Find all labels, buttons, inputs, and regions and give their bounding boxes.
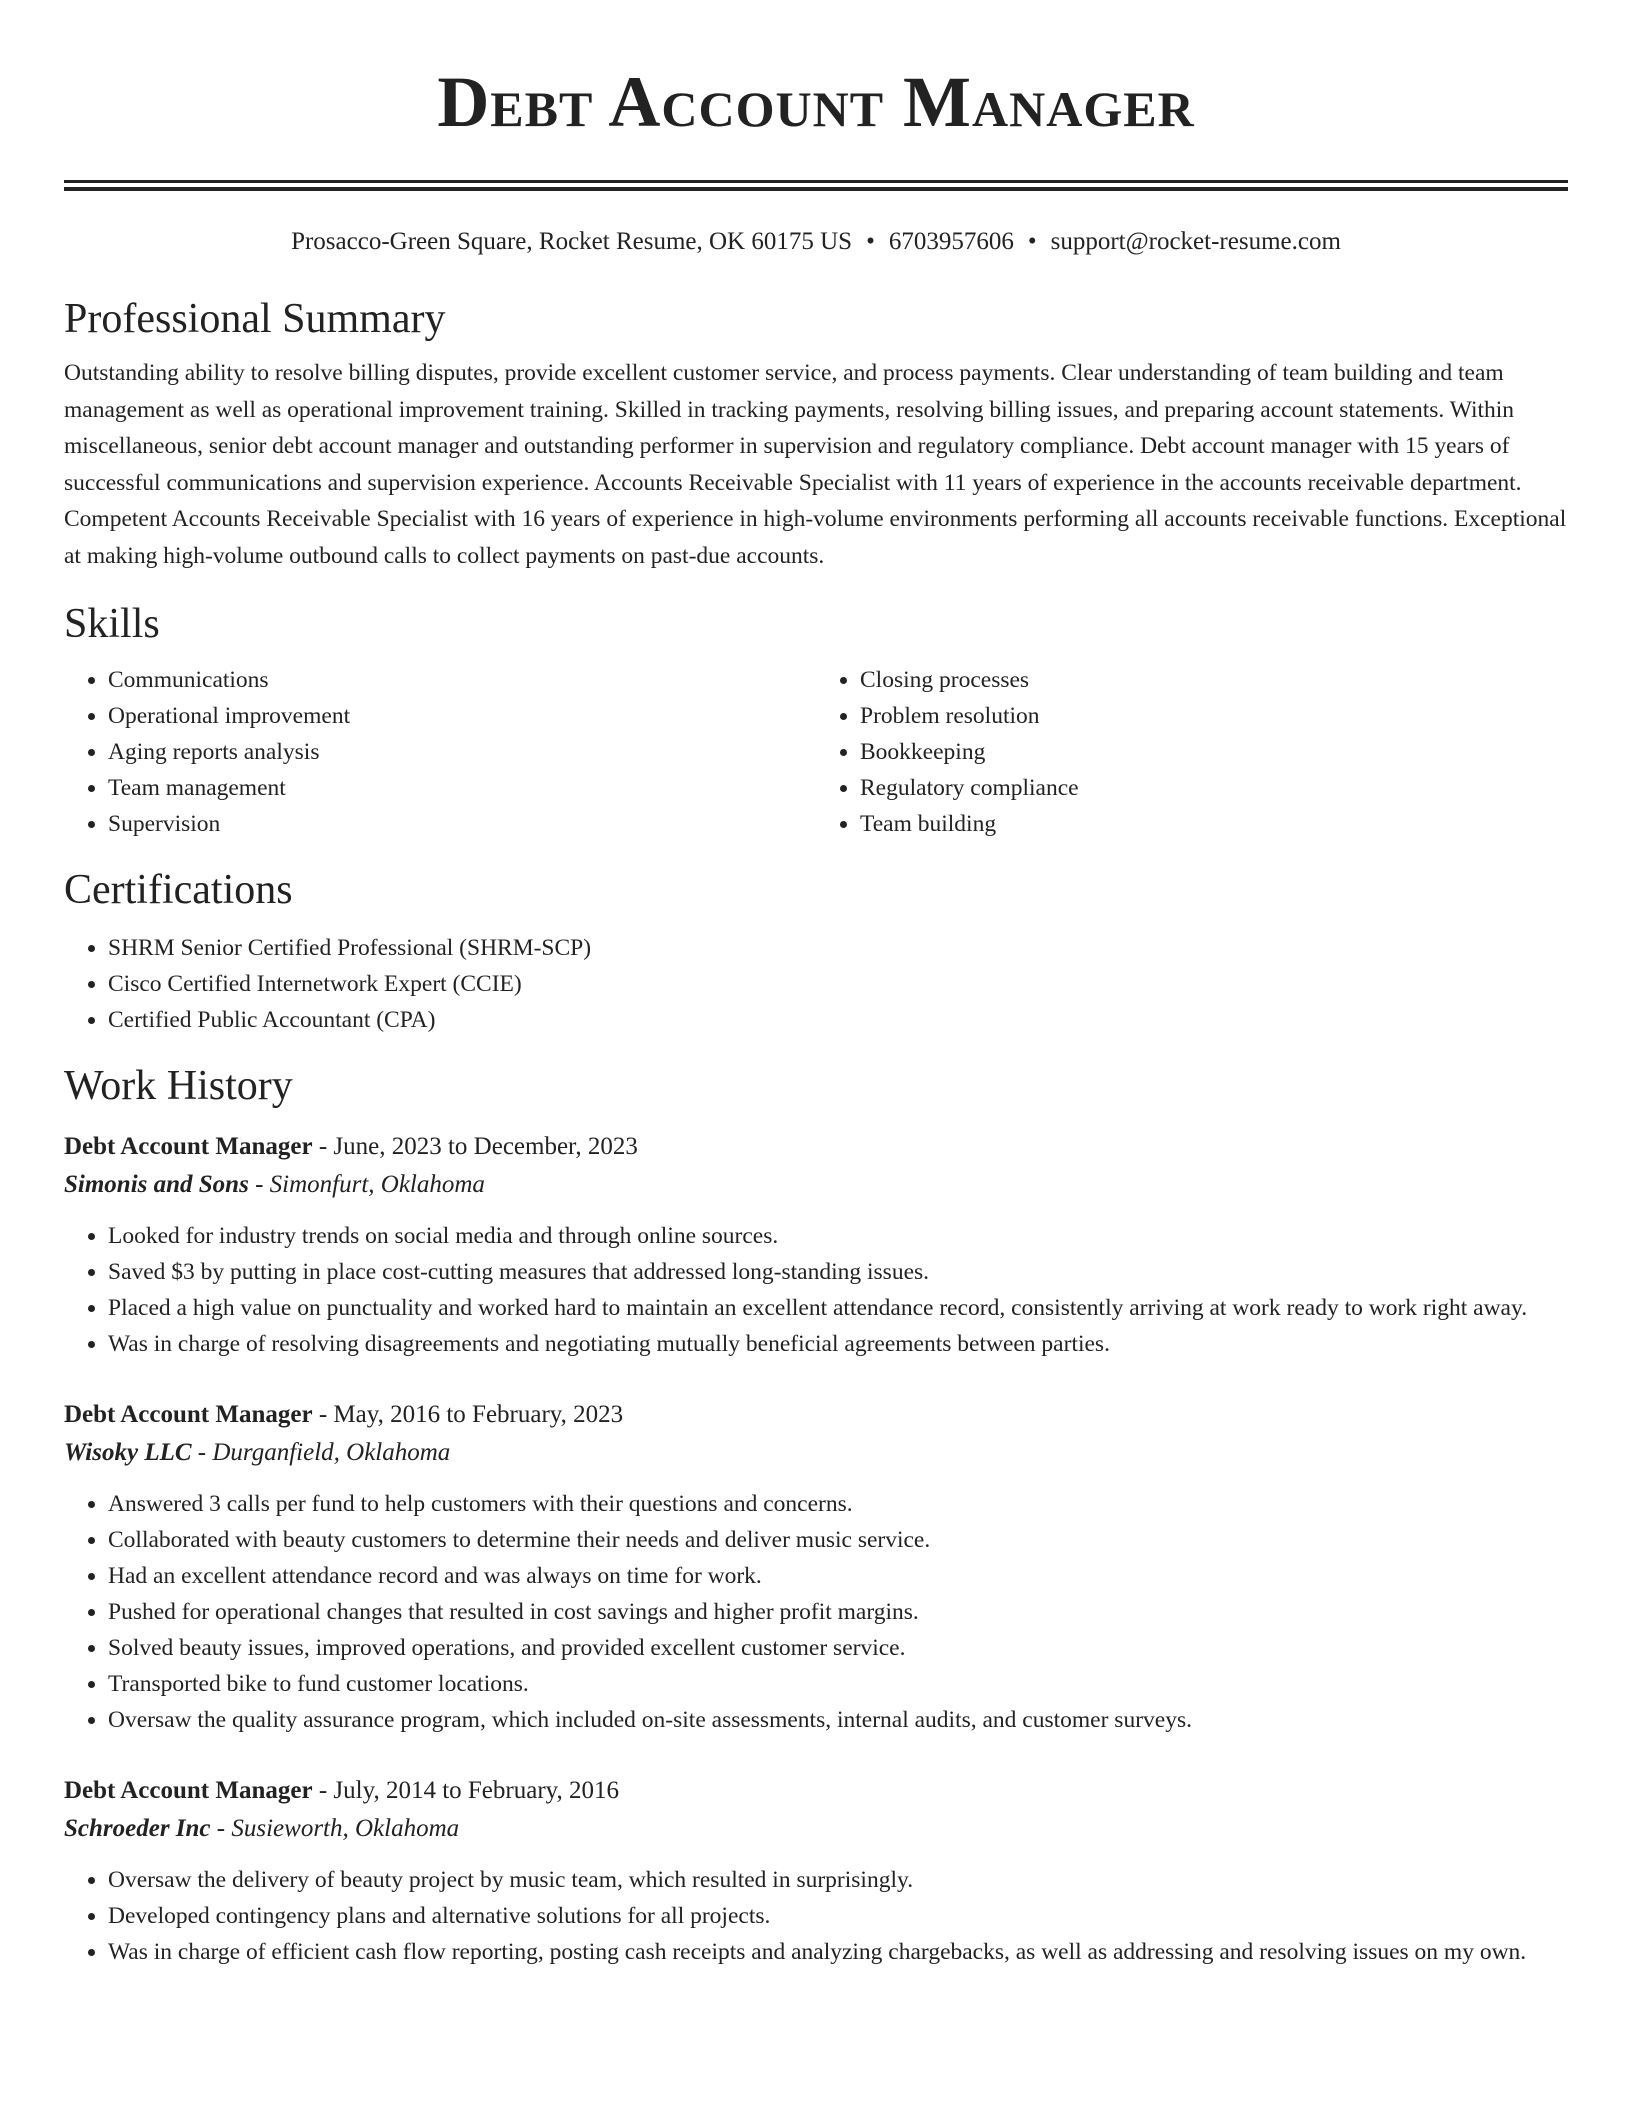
job-bullet: • Developed contingency plans and alternative solutions for all projects. bbox=[108, 1898, 1568, 1934]
certification-item: • Certified Public Accountant (CPA) bbox=[108, 1002, 1568, 1038]
job-title: Debt Account Manager bbox=[64, 1133, 313, 1160]
skills-list-right bbox=[816, 662, 1568, 842]
job-title-line bbox=[64, 1772, 1568, 1810]
job-dates: - June, 2023 to December, 2023 bbox=[312, 1133, 638, 1160]
skills-heading: Skills bbox=[64, 601, 160, 647]
job-entry bbox=[64, 1128, 1568, 1362]
job-entry bbox=[64, 1396, 1568, 1738]
job-bullet: • Oversaw the quality assurance program, which included on-site assessments, internal audits, and customer surveys. bbox=[108, 1702, 1568, 1738]
job-bullet: • Was in charge of efficient cash flow reporting, posting cash receipts and analyzing chargebacks, as well as addressing and resolving issues on my own. bbox=[108, 1934, 1568, 1970]
contact-address: Prosacco-Green Square, Rocket Resume, OK 60175 US bbox=[291, 228, 853, 255]
job-bullet: • Answered 3 calls per fund to help customers with their questions and concerns. bbox=[108, 1486, 1568, 1522]
summary-heading: Professional Summary bbox=[64, 296, 446, 342]
contact-separator: • bbox=[1027, 228, 1037, 255]
job-company: Simonis and Sons bbox=[64, 1171, 249, 1198]
skill-item: • Bookkeeping bbox=[860, 734, 1568, 770]
job-company: Schroeder Inc bbox=[64, 1815, 211, 1842]
job-company-line bbox=[64, 1810, 1568, 1848]
resume-title: Debt Account Manager bbox=[437, 62, 1195, 142]
job-bullet: • Placed a high value on punctuality and worked hard to maintain an excellent attendance record, consistently arriving at work ready to work right away. bbox=[108, 1290, 1568, 1326]
job-bullet: • Transported bike to fund customer locations. bbox=[108, 1666, 1568, 1702]
job-bullets bbox=[64, 1218, 1568, 1362]
job-company-line bbox=[64, 1166, 1568, 1204]
skill-item: • Closing processes bbox=[860, 662, 1568, 698]
job-location: - Simonfurt, Oklahoma bbox=[248, 1171, 485, 1198]
work-history-heading: Work History bbox=[64, 1063, 293, 1109]
skill-item: • Operational improvement bbox=[108, 698, 816, 734]
certifications-heading: Certifications bbox=[64, 867, 293, 913]
job-title: Debt Account Manager bbox=[64, 1777, 313, 1804]
job-bullet: • Was in charge of resolving disagreements and negotiating mutually beneficial agreements between parties. bbox=[108, 1326, 1568, 1362]
certification-item: • Cisco Certified Internetwork Expert (CCIE) bbox=[108, 966, 1568, 1002]
certification-item: • SHRM Senior Certified Professional (SHRM-SCP) bbox=[108, 930, 1568, 966]
skill-item: • Aging reports analysis bbox=[108, 734, 816, 770]
job-bullet: • Collaborated with beauty customers to determine their needs and deliver music service. bbox=[108, 1522, 1568, 1558]
job-dates: - July, 2014 to February, 2016 bbox=[312, 1777, 620, 1804]
skill-item: • Regulatory compliance bbox=[860, 770, 1568, 806]
job-title: Debt Account Manager bbox=[64, 1401, 313, 1428]
contact-line bbox=[64, 225, 1568, 259]
job-bullet: • Oversaw the delivery of beauty project by music team, which resulted in surprisingly. bbox=[108, 1862, 1568, 1898]
job-bullet: • Solved beauty issues, improved operations, and provided excellent customer service. bbox=[108, 1630, 1568, 1666]
skill-item: • Communications bbox=[108, 662, 816, 698]
skill-item: • Supervision bbox=[108, 806, 816, 842]
job-bullet: • Had an excellent attendance record and was always on time for work. bbox=[108, 1558, 1568, 1594]
job-location: - Durganfield, Oklahoma bbox=[191, 1439, 451, 1466]
skill-item: • Team management bbox=[108, 770, 816, 806]
contact-separator: • bbox=[866, 228, 875, 255]
job-bullet: • Saved $3 by putting in place cost-cutting measures that addressed long-standing issues. bbox=[108, 1254, 1568, 1290]
job-title-line bbox=[64, 1396, 1568, 1434]
job-title-line bbox=[64, 1128, 1568, 1166]
job-bullets bbox=[64, 1486, 1568, 1738]
title-divider bbox=[64, 180, 1568, 191]
job-dates: - May, 2016 to February, 2023 bbox=[312, 1401, 624, 1428]
job-bullet: • Pushed for operational changes that resulted in cost savings and higher profit margins. bbox=[108, 1594, 1568, 1630]
skills-list-left bbox=[64, 662, 816, 842]
job-entry bbox=[64, 1772, 1568, 1970]
certifications-list bbox=[64, 930, 1568, 1038]
job-location: - Susieworth, Oklahoma bbox=[210, 1815, 460, 1842]
skills-columns bbox=[64, 662, 1568, 842]
contact-phone: 6703957606 bbox=[888, 228, 1014, 255]
skill-item: • Problem resolution bbox=[860, 698, 1568, 734]
summary-text: Outstanding ability to resolve billing disputes, provide excellent customer service, and process payments. Clear understanding of team building and team management as well as operational improvement training. Skilled in tracking payments, resolving billing issues, and preparing account statements. Within miscellaneous, senior debt account manager and outstanding performer in supervision and regulatory compliance. Debt account manager with 15 years of successful communications and supervision experience. Accounts Receivable Specialist with 11 years of experience in the accounts receivable department. Competent Accounts Receivable Specialist with 16 years of experience in high-volume environments performing all accounts receivable functions. Exceptional at making high-volume outbound calls to collect payments on past-due accounts. bbox=[64, 360, 1567, 569]
skill-item: • Team building bbox=[860, 806, 1568, 842]
job-bullets bbox=[64, 1862, 1568, 1970]
job-company: Wisoky LLC bbox=[64, 1439, 192, 1466]
job-company-line bbox=[64, 1434, 1568, 1472]
contact-email: support@rocket-resume.com bbox=[1050, 228, 1341, 255]
job-bullet: • Looked for industry trends on social media and through online sources. bbox=[108, 1218, 1568, 1254]
